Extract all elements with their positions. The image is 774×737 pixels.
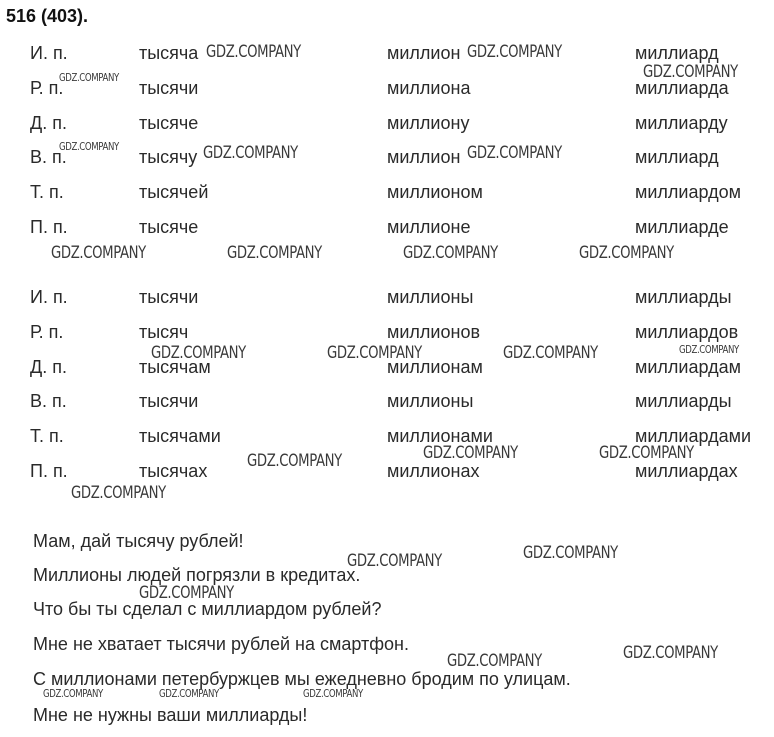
watermark-text: GDZ.COMPANY (523, 543, 618, 563)
million-form: миллионы (387, 391, 474, 412)
million-form: миллионом (387, 182, 483, 203)
million-form: миллиону (387, 112, 470, 133)
watermark-text: GDZ.COMPANY (59, 140, 119, 153)
case-label: В. п. (30, 391, 67, 412)
watermark-text: GDZ.COMPANY (139, 583, 234, 603)
million-form: миллионами (387, 426, 493, 447)
case-label: П. п. (30, 461, 68, 481)
watermark-text: GDZ.COMPANY (447, 651, 542, 671)
million-form: миллионе (387, 217, 471, 237)
thousand-form: тысячи (139, 77, 199, 98)
watermark-text: GDZ.COMPANY (206, 42, 301, 62)
thousand-form: тысяче (139, 112, 199, 133)
watermark-text: GDZ.COMPANY (579, 243, 674, 263)
watermark-text: GDZ.COMPANY (467, 143, 562, 163)
billion-form: миллиарде (635, 217, 729, 237)
table-row (0, 390, 774, 420)
million-form: миллиона (387, 77, 471, 98)
watermark-text: GDZ.COMPANY (599, 443, 694, 463)
billion-form: миллиард (635, 43, 719, 63)
case-label: И. п. (30, 287, 68, 307)
sentence: Мне не хватает тысячи рублей на смартфон. (33, 634, 409, 654)
thousand-form: тысячами (139, 426, 221, 447)
thousand-form: тысяча (139, 43, 199, 63)
watermark-text: GDZ.COMPANY (227, 243, 322, 263)
watermark-text: GDZ.COMPANY (467, 42, 562, 62)
thousand-form: тысячах (139, 461, 208, 481)
case-label: Т. п. (30, 182, 64, 203)
watermark-text: GDZ.COMPANY (43, 687, 103, 700)
sentence: Миллионы людей погрязли в кредитах. (33, 565, 361, 585)
watermark-text: GDZ.COMPANY (247, 451, 342, 471)
million-form: миллионам (387, 356, 483, 377)
sentence: С миллионами петербуржцев мы ежедневно бродим по улицам. (33, 669, 571, 689)
billion-form: миллиарду (635, 112, 728, 133)
exercise-title: 516 (403). (6, 6, 89, 26)
thousand-form: тысячи (139, 391, 199, 412)
million-form: миллион (387, 43, 461, 63)
table-row (0, 216, 774, 246)
table-row (0, 181, 774, 211)
thousand-form: тысячи (139, 287, 199, 307)
case-label: Т. п. (30, 426, 64, 447)
watermark-text: GDZ.COMPANY (347, 551, 442, 571)
billion-form: миллиарды (635, 391, 732, 412)
watermark-text: GDZ.COMPANY (71, 483, 166, 503)
million-form: миллионов (387, 321, 481, 342)
watermark-text: GDZ.COMPANY (679, 343, 739, 356)
watermark-text: GDZ.COMPANY (643, 62, 738, 82)
billion-form: миллиардами (635, 426, 752, 447)
case-label: Д. п. (30, 356, 67, 377)
table-row (0, 286, 774, 316)
billion-form: миллиарда (635, 77, 729, 98)
watermark-text: GDZ.COMPANY (623, 643, 718, 663)
sentence: Мне не нужны ваши миллиарды! (33, 705, 308, 725)
thousand-form: тысяч (139, 321, 189, 342)
million-form: миллион (387, 147, 461, 168)
case-label: Р. п. (30, 77, 64, 98)
watermark-text: GDZ.COMPANY (327, 343, 422, 363)
billion-form: миллиардом (635, 182, 741, 203)
watermark-text: GDZ.COMPANY (403, 243, 498, 263)
watermark-text: GDZ.COMPANY (303, 687, 363, 700)
million-form: миллионах (387, 461, 480, 481)
billion-form: миллиардах (635, 461, 738, 481)
table-row (0, 112, 774, 142)
thousand-form: тысячей (139, 182, 209, 203)
watermark-text: GDZ.COMPANY (503, 343, 598, 363)
case-label: П. п. (30, 217, 68, 237)
watermark-text: GDZ.COMPANY (151, 343, 246, 363)
billion-form: миллиард (635, 147, 719, 168)
sentence: Мам, дай тысячу рублей! (33, 531, 244, 551)
case-label: Д. п. (30, 112, 67, 133)
case-label: В. п. (30, 147, 67, 168)
million-form: миллионы (387, 287, 474, 307)
billion-form: миллиардам (635, 356, 741, 377)
case-label: И. п. (30, 43, 68, 63)
sentence: Что бы ты сделал с миллиардом рублей? (33, 599, 382, 619)
thousand-form: тысячу (139, 147, 198, 168)
thousand-form: тысячам (139, 356, 211, 377)
watermark-text: GDZ.COMPANY (59, 71, 119, 84)
watermark-text: GDZ.COMPANY (203, 143, 298, 163)
watermark-text: GDZ.COMPANY (159, 687, 219, 700)
billion-form: миллиарды (635, 287, 732, 307)
billion-form: миллиардов (635, 321, 739, 342)
watermark-text: GDZ.COMPANY (423, 443, 518, 463)
watermark-text: GDZ.COMPANY (51, 243, 146, 263)
case-label: Р. п. (30, 321, 64, 342)
thousand-form: тысяче (139, 217, 199, 237)
